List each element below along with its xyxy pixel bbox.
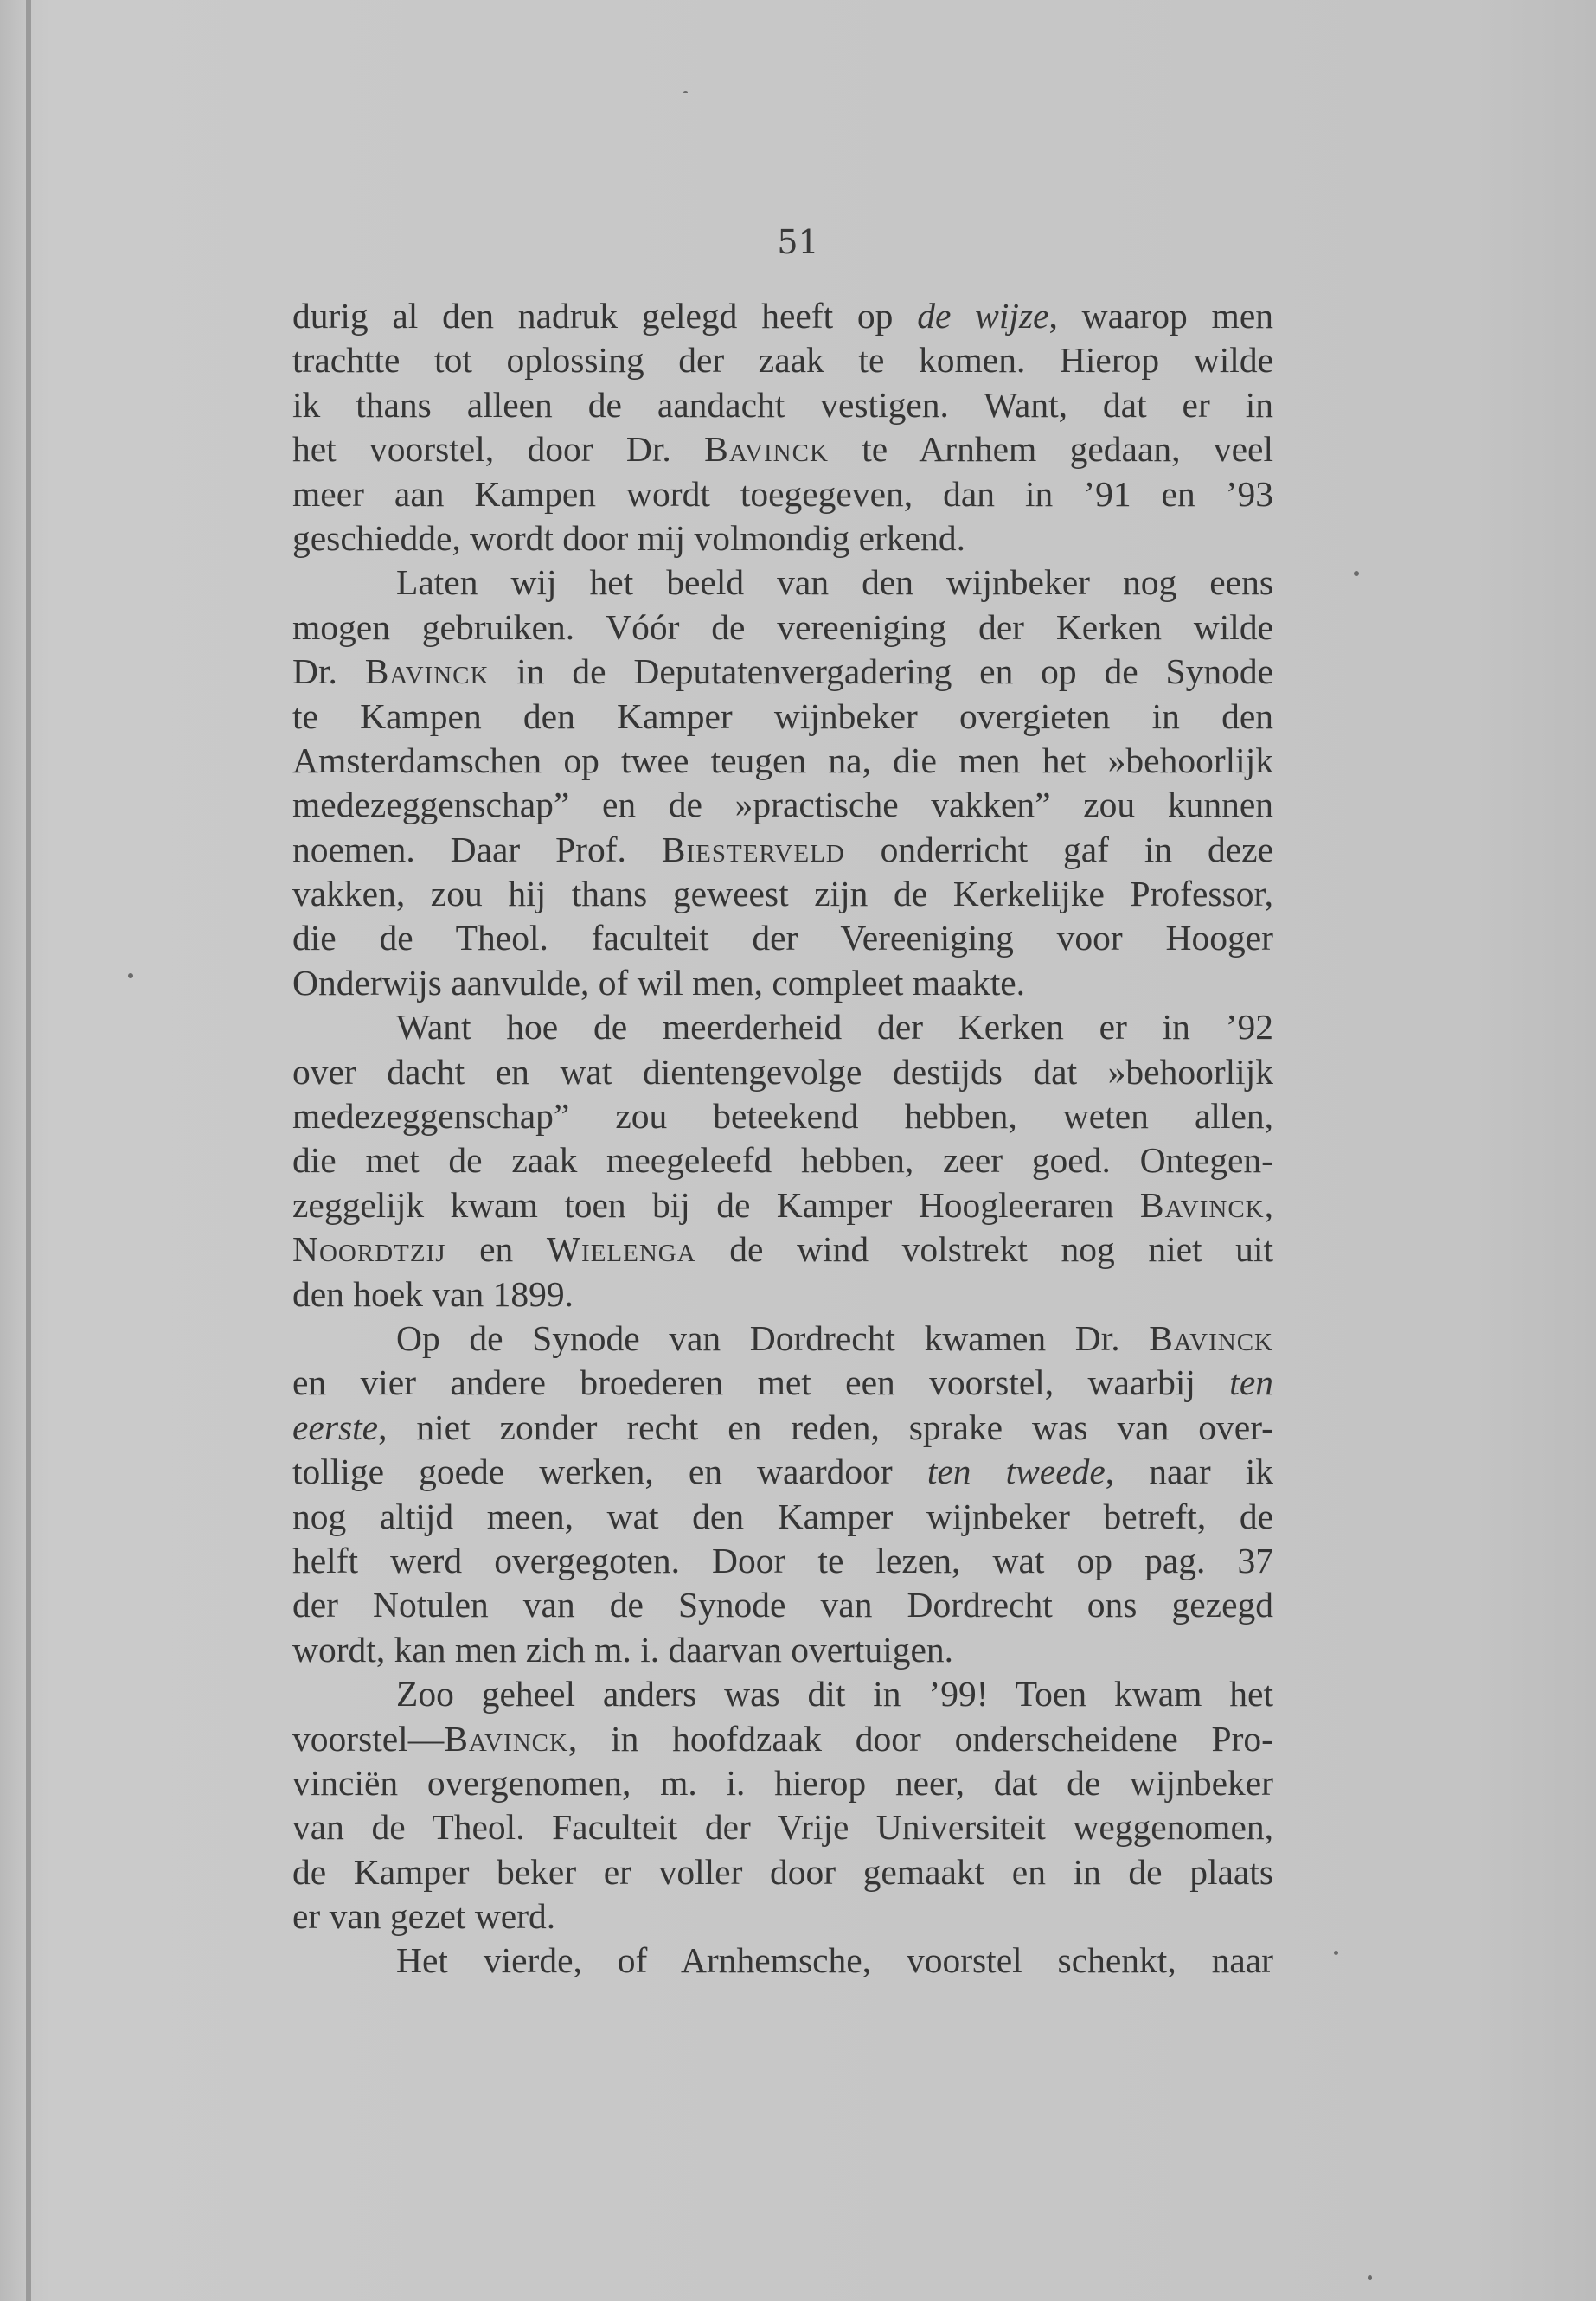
- text-line: die met de zaak meegeleefd hebben, zeer goed. Ontegen-: [292, 1140, 1273, 1181]
- text-line: eerste, niet zonder recht en reden, sprake was van over-: [292, 1407, 1273, 1447]
- text-line: medezeggenschap” en de »practische vakken” zou kunnen: [292, 785, 1273, 825]
- text-line: vinciën overgenomen, m. i. hierop neer, dat de wijnbeker: [292, 1762, 1273, 1803]
- text-line: over dacht en wat dientengevolge destijds dat »behoorlijk: [292, 1051, 1273, 1092]
- text-line: er van gezet werd.: [292, 1896, 556, 1937]
- text-line: Amsterdamschen op twee teugen na, die men het »behoorlijk: [292, 740, 1273, 780]
- text-line: meer aan Kampen wordt toegegeven, dan in ’91 en ’93: [292, 473, 1273, 514]
- text-line: van de Theol. Faculteit der Vrije Universiteit weggenomen,: [292, 1807, 1273, 1848]
- ink-speck: [683, 91, 688, 93]
- text-line: medezeggenschap” zou beteekend hebben, weten allen,: [292, 1096, 1273, 1137]
- text-line: Laten wij het beeld van den wijnbeker nog eens: [396, 562, 1273, 603]
- ink-speck: [1354, 571, 1359, 576]
- text-line: zeggelijk kwam toen bij de Kamper Hoogleeraren Bavinck,: [292, 1184, 1273, 1225]
- text-line: helft werd overgegoten. Door te lezen, wat op pag. 37: [292, 1540, 1273, 1580]
- text-line: Zoo geheel anders was dit in ’99! Toen kwam het: [396, 1674, 1273, 1715]
- ink-speck: [1334, 1951, 1338, 1955]
- text-line: der Notulen van de Synode van Dordrecht ons gezegd: [292, 1585, 1273, 1625]
- page-edge-shadow: [26, 0, 31, 2301]
- text-line: die de Theol. faculteit der Vereeniging voor Hooger: [292, 918, 1273, 958]
- text-line: Want hoe de meerderheid der Kerken er in ’92: [396, 1007, 1273, 1048]
- ink-speck: [128, 973, 133, 978]
- text-line: voorstel—Bavinck, in hoofdzaak door onderscheidene Pro-: [292, 1718, 1273, 1759]
- text-line: geschiedde, wordt door mij volmondig erkend.: [292, 517, 965, 558]
- page-number: 51: [777, 223, 819, 261]
- text-line: Op de Synode van Dordrecht kwamen Dr. Bavinck: [396, 1317, 1273, 1358]
- page-body-text: [292, 294, 1273, 1984]
- text-line: Het vierde, of Arnhemsche, voorstel schenkt, naar: [396, 1940, 1273, 1981]
- text-line: het voorstel, door Dr. Bavinck te Arnhem gedaan, veel: [292, 429, 1273, 470]
- text-line: trachtte tot oplossing der zaak te komen. Hierop wilde: [292, 340, 1273, 381]
- text-line: Noordtzij en Wielenga de wind volstrekt nog niet uit: [292, 1229, 1273, 1270]
- text-line: Dr. Bavinck in de Deputatenvergadering en op de Synode: [292, 651, 1274, 692]
- text-line: durig al den nadruk gelegd heeft op de wijze, waarop men: [292, 296, 1273, 336]
- text-line: noemen. Daar Prof. Biesterveld onderricht gaf in deze: [292, 829, 1273, 869]
- text-line: wordt, kan men zich m. i. daarvan overtuigen.: [292, 1629, 954, 1670]
- text-line: den hoek van 1899.: [292, 1273, 574, 1314]
- text-line: ik thans alleen de aandacht vestigen. Want, dat er in: [292, 384, 1273, 425]
- text-line: vakken, zou hij thans geweest zijn de Kerkelijke Professor,: [292, 874, 1273, 914]
- text-line: de Kamper beker er voller door gemaakt en in de plaats: [292, 1851, 1273, 1892]
- text-line: nog altijd meen, wat den Kamper wijnbeker betreft, de: [292, 1496, 1273, 1536]
- text-line: Onderwijs aanvulde, of wil men, compleet maakte.: [292, 962, 1026, 1003]
- text-line: mogen gebruiken. Vóór de vereeniging der Kerken wilde: [292, 606, 1273, 647]
- text-line: te Kampen den Kamper wijnbeker overgieten in den: [292, 695, 1273, 736]
- text-line: tollige goede werken, en waardoor ten tweede, naar ik: [292, 1452, 1273, 1492]
- ink-speck: [1368, 2275, 1372, 2280]
- text-line: en vier andere broederen met een voorstel, waarbij ten: [292, 1362, 1273, 1403]
